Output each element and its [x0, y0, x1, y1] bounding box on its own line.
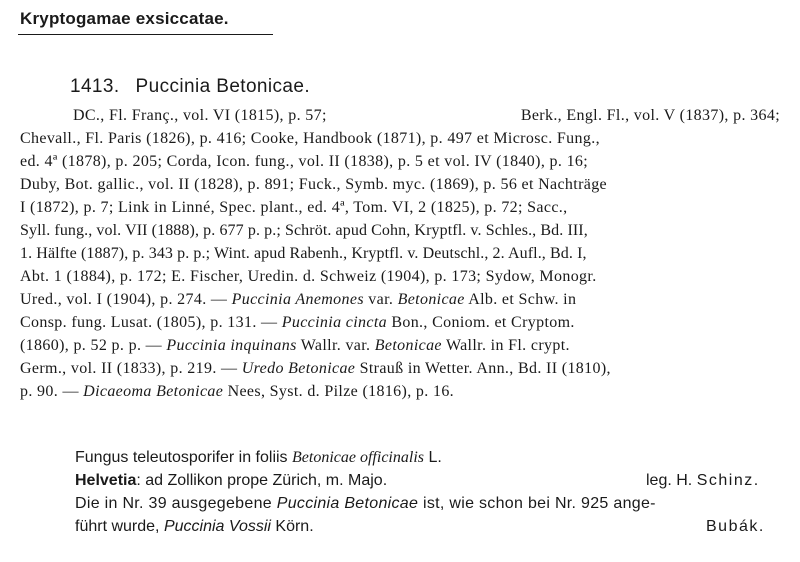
synonymy-line	[20, 150, 780, 173]
text-segment: Abt. 1 (1884), p. 172; E. Fischer, Uredin. d. Schweiz (1904), p. 173; Sydow, Monogr.	[20, 268, 597, 285]
species-name: Puccinia Betonicae.	[135, 76, 311, 97]
synonymy-line	[20, 104, 780, 127]
host-name: Betonicae officinalis	[292, 449, 424, 466]
text-segment: ist, wie schon bei Nr. 925 ange-	[422, 495, 656, 512]
remark-line	[20, 515, 780, 538]
text-segment: Consp. fung. Lusat. (1805), p. 131. — Puccinia cincta Bon., Coniom. et Cryptom.	[20, 314, 575, 331]
host-line	[20, 446, 780, 469]
text-segment: p. 90. — Dicaeoma Betonicae Nees, Syst. d. Pilze (1816), p. 16.	[20, 383, 455, 400]
text-segment: Puccinia Betonicae	[276, 495, 419, 512]
text-segment: Ured., vol. I (1904), p. 274. — Puccinia Anemones var. Betonicae Alb. et Schw. in	[20, 291, 577, 308]
text-segment: Syll. fung., vol. VII (1888), p. 677 p. p.; Schröt. apud Cohn, Kryptfl. v. Schles., Bd. III,	[20, 222, 588, 239]
text-segment: Die in Nr. 39 ausgegebene	[75, 495, 272, 512]
synonymy-line	[20, 380, 780, 403]
synonymy-line	[20, 196, 780, 219]
synonymy-block	[20, 104, 780, 403]
synonymy-line	[20, 311, 780, 334]
synonymy-line	[20, 242, 780, 265]
text-segment: Germ., vol. II (1833), p. 219. — Uredo Betonicae Strauß in Wetter. Ann., Bd. II (1810),	[20, 360, 611, 377]
synonymy-line	[20, 265, 780, 288]
collector: leg. H. Schinz.	[646, 472, 760, 489]
text-segment: Puccinia Vossii	[163, 518, 271, 535]
notes-block	[20, 446, 780, 538]
series-header: Kryptogamae exsiccatae.	[20, 9, 229, 28]
text-segment: L.	[428, 449, 442, 466]
entry-title	[70, 76, 310, 98]
locality-text: : ad Zollikon prope Zürich, m. Majo.	[136, 472, 388, 489]
text-segment: Fungus teleutosporifer in foliis	[75, 449, 288, 466]
text-segment: 1. Hälfte (1887), p. 343 p. p.; Wint. apud Rabenh., Kryptfl. v. Deutschl., 2. Aufl., Bd. I,	[20, 245, 587, 262]
synonymy-line	[20, 334, 780, 357]
text-segment: (1860), p. 52 p. p. — Puccinia inquinans Wallr. var. Betonicae Wallr. in Fl. crypt.	[20, 337, 570, 354]
remark-line	[20, 492, 780, 515]
text-segment: führt wurde,	[75, 518, 160, 535]
synonymy-line	[20, 219, 780, 242]
entry-number: 1413.	[70, 76, 120, 97]
text-segment: Körn.	[275, 518, 314, 535]
synonymy-line	[20, 173, 780, 196]
locality-line	[20, 469, 780, 492]
synonymy-line	[20, 357, 780, 380]
header-underline	[18, 34, 273, 35]
text-segment: I (1872), p. 7; Link in Linné, Spec. plant., ed. 4ª, Tom. VI, 2 (1825), p. 72; Sacc.,	[20, 199, 568, 216]
synonymy-line	[20, 127, 780, 150]
text-segment: Chevall., Fl. Paris (1826), p. 416; Cooke, Handbook (1871), p. 497 et Microsc. Fung.,	[20, 130, 600, 147]
locality-label: Helvetia	[75, 472, 137, 489]
text-segment: Berk., Engl. Fl., vol. V (1837), p. 364;	[520, 107, 780, 124]
synonymy-line	[20, 288, 780, 311]
text-segment: DC., Fl. Franç., vol. VI (1815), p. 57;	[73, 107, 327, 124]
text-segment: ed. 4ª (1878), p. 205; Corda, Icon. fung., vol. II (1838), p. 5 et vol. IV (1840), p. 16;	[20, 153, 589, 170]
text-segment: Duby, Bot. gallic., vol. II (1828), p. 891; Fuck., Symb. myc. (1869), p. 56 et Nachträge	[20, 176, 608, 193]
author-signature: Bubák.	[706, 518, 765, 535]
